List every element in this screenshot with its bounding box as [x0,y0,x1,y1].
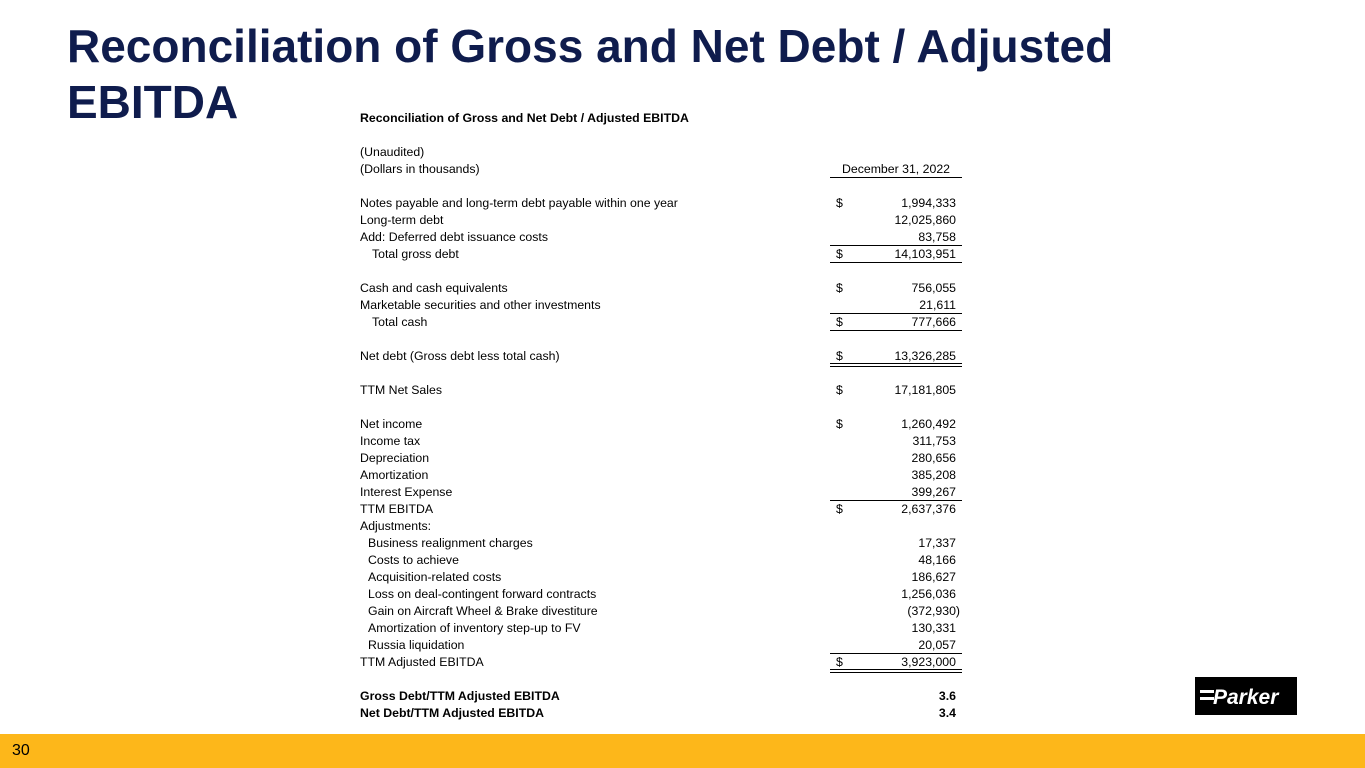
row-value: 17,181,805 [894,383,956,397]
table-row [360,416,964,433]
table-row-ratio [360,705,964,722]
row-value: 399,267 [911,485,956,499]
row-value: 385,208 [911,468,956,482]
table-row [360,195,964,212]
row-value: 1,256,036 [901,587,956,601]
row-label: Marketable securities and other investments [360,298,601,312]
row-label: Amortization of inventory step-up to FV [368,621,581,635]
row-label: Loss on deal-contingent forward contracts [368,587,597,601]
row-label: Interest Expense [360,485,453,499]
row-label: Notes payable and long-term debt payable within one year [360,196,678,210]
table-row [360,484,964,501]
blank-row [360,671,964,688]
blank-row [360,263,964,280]
blank-row [360,399,964,416]
row-value: 14,103,951 [894,247,956,261]
row-value: 3.4 [938,706,956,720]
units-note: (Dollars in thousands) [360,162,480,176]
blank-row [360,178,964,195]
row-label: Acquisition-related costs [368,570,502,584]
table-row [360,467,964,484]
row-label: TTM Net Sales [360,383,442,397]
row-value: 83,758 [918,230,956,244]
parker-logo [1195,677,1297,715]
row-label: Net debt (Gross debt less total cash) [360,349,560,363]
row-value: 186,627 [911,570,956,584]
row-value: (372,930) [907,604,960,618]
reconciliation-table [360,110,964,722]
dollar-sign: $ [836,315,843,329]
table-row [360,603,964,620]
dollar-sign: $ [836,247,843,261]
dollar-sign: $ [836,196,843,210]
row-label: Depreciation [360,451,430,465]
row-label: Total cash [372,315,428,329]
row-value: 13,326,285 [894,349,956,363]
row-value: 1,994,333 [901,196,956,210]
dollar-sign: $ [836,417,843,431]
dollar-sign: $ [836,383,843,397]
row-label: Net Debt/TTM Adjusted EBITDA [360,706,544,720]
row-label: Net income [360,417,423,431]
table-row-ratio [360,688,964,705]
row-value: 3.6 [938,689,956,703]
table-row [360,552,964,569]
row-label: Costs to achieve [368,553,459,567]
row-value: 130,331 [911,621,956,635]
row-label: Adjustments: [360,519,432,533]
row-value: 2,637,376 [901,502,956,516]
row-value: 21,611 [919,298,956,312]
units-header-row [360,161,964,178]
row-label: Russia liquidation [368,638,465,652]
table-row [360,637,964,654]
row-label: Amortization [360,468,429,482]
table-row-total [360,501,964,518]
table-row [360,433,964,450]
table-title: Reconciliation of Gross and Net Debt / Adjusted EBITDA [360,111,689,125]
row-value: 1,260,492 [901,417,956,431]
table-row [360,518,964,535]
dollar-sign: $ [836,281,843,295]
table-row [360,535,964,552]
table-row-total [360,246,964,263]
blank-row [360,127,964,144]
unaudited-note: (Unaudited) [360,145,425,159]
row-label: Total gross debt [372,247,459,261]
row-label: TTM EBITDA [360,502,434,516]
row-value: 12,025,860 [894,213,956,227]
row-value: 17,337 [918,536,956,550]
row-label: Income tax [360,434,421,448]
footer-bar [0,734,1365,768]
row-label: Gain on Aircraft Wheel & Brake divestiture [368,604,598,618]
blank-row [360,365,964,382]
row-value: 48,166 [918,553,956,567]
slide-title: Reconciliation of Gross and Net Debt / Adjusted EBITDA [67,20,1114,128]
table-row [360,212,964,229]
table-row [360,280,964,297]
row-value: 3,923,000 [901,655,956,669]
table-row [360,382,964,399]
row-label: Cash and cash equivalents [360,281,508,295]
table-row [360,297,964,314]
table-row [360,569,964,586]
column-header: December 31, 2022 [841,162,950,176]
row-label: Add: Deferred debt issuance costs [360,230,548,244]
dollar-sign: $ [836,655,843,669]
table-row [360,450,964,467]
dollar-sign: $ [836,502,843,516]
table-row [360,586,964,603]
row-value: 777,666 [911,315,956,329]
row-value: 20,057 [918,638,956,652]
row-value: 311,753 [912,434,956,448]
parker-logo-icon [1195,677,1297,715]
table-row-total [360,314,964,331]
row-label: Business realignment charges [368,536,533,550]
table-row [360,229,964,246]
blank-row [360,331,964,348]
logo-wordmark: Parker [1213,686,1279,709]
row-label: TTM Adjusted EBITDA [360,655,484,669]
unaudited-row [360,144,964,161]
table-row [360,620,964,637]
table-title-row [360,110,964,127]
table-row-total [360,654,964,671]
page-number: 30 [12,742,30,759]
row-label: Gross Debt/TTM Adjusted EBITDA [360,689,560,703]
row-value: 756,055 [911,281,956,295]
row-value: 280,656 [911,451,956,465]
row-label: Long-term debt [360,213,444,227]
dollar-sign: $ [836,349,843,363]
table-row-total [360,348,964,365]
